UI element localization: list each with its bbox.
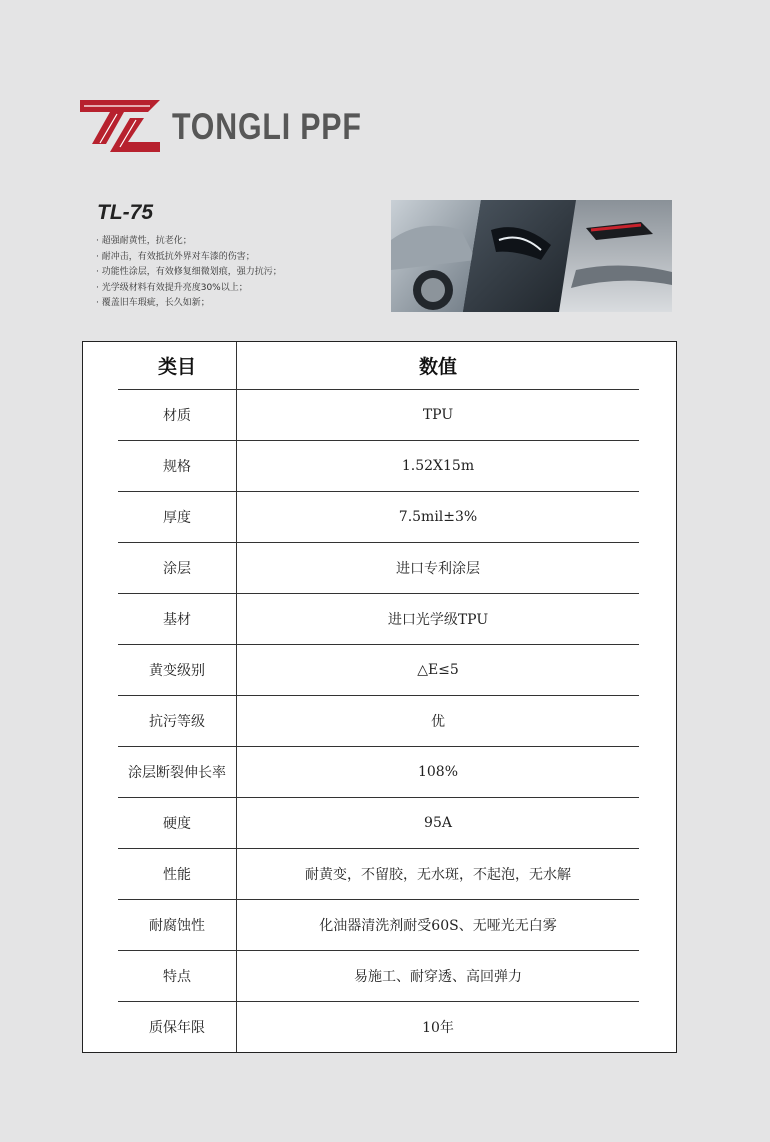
spec-header-row <box>118 342 639 390</box>
table-row <box>118 696 639 747</box>
table-row <box>118 747 639 798</box>
row-label: 材质 <box>118 390 237 441</box>
row-value: TPU <box>237 390 640 441</box>
row-label: 涂层 <box>118 543 237 594</box>
table-row <box>118 645 639 696</box>
row-value: 1.52X15m <box>237 441 640 492</box>
row-value: 进口专利涂层 <box>237 543 640 594</box>
product-model: TL-75 <box>97 201 154 224</box>
row-value: 10年 <box>422 1020 454 1036</box>
car-collage-image <box>391 200 672 312</box>
row-value: 易施工、耐穿透、高回弹力 <box>237 951 640 1002</box>
table-row <box>118 543 639 594</box>
feature-item: · 功能性涂层，有效修复细微划痕，强力抗污； <box>96 265 282 281</box>
row-value: 95A <box>237 798 640 849</box>
row-label: 黄变级别 <box>118 645 237 696</box>
brand-logo <box>80 98 390 154</box>
row-label: 质保年限 <box>118 1002 237 1053</box>
row-label: 厚度 <box>118 492 237 543</box>
row-label: 规格 <box>118 441 237 492</box>
table-row <box>118 1002 639 1053</box>
spec-table <box>118 342 639 1052</box>
row-label: 耐腐蚀性 <box>118 900 237 951</box>
spec-table-frame <box>82 341 677 1053</box>
row-label: 抗污等级 <box>118 696 237 747</box>
row-label: 涂层断裂伸长率 <box>118 747 237 798</box>
table-row <box>118 798 639 849</box>
row-value: 优 <box>237 696 640 747</box>
row-label: 特点 <box>118 951 237 1002</box>
table-row <box>118 492 639 543</box>
row-value: 化油器清洗剂耐受60S、无哑光无白雾 <box>237 900 640 951</box>
row-label: 硬度 <box>118 798 237 849</box>
feature-item: · 覆盖旧车瑕疵，长久如新； <box>96 296 282 312</box>
header-value: 数值 <box>237 342 640 390</box>
row-label: 性能 <box>118 849 237 900</box>
feature-item: · 光学级材料有效提升亮度30%以上； <box>96 281 282 297</box>
row-value: 耐黄变，不留胶，无水斑，不起泡，无水解 <box>237 849 640 900</box>
row-value: 进口光学级TPU <box>237 594 640 645</box>
tl-logo-icon <box>80 98 164 154</box>
table-row <box>118 849 639 900</box>
feature-item: · 超强耐黄性，抗老化； <box>96 234 282 250</box>
header-category: 类目 <box>118 342 237 390</box>
feature-item: · 耐冲击，有效抵抗外界对车漆的伤害； <box>96 250 282 266</box>
table-row <box>118 441 639 492</box>
table-row <box>118 390 639 441</box>
feature-list <box>96 234 282 312</box>
row-value: 108% <box>237 747 640 798</box>
table-row <box>118 900 639 951</box>
table-row <box>118 951 639 1002</box>
row-value: 7.5mil±3% <box>237 492 640 543</box>
row-label: 基材 <box>118 594 237 645</box>
brand-name: TONGLI PPF <box>172 106 362 147</box>
car-photo <box>391 200 672 312</box>
row-value: △E≤5 <box>237 645 640 696</box>
table-row <box>118 594 639 645</box>
